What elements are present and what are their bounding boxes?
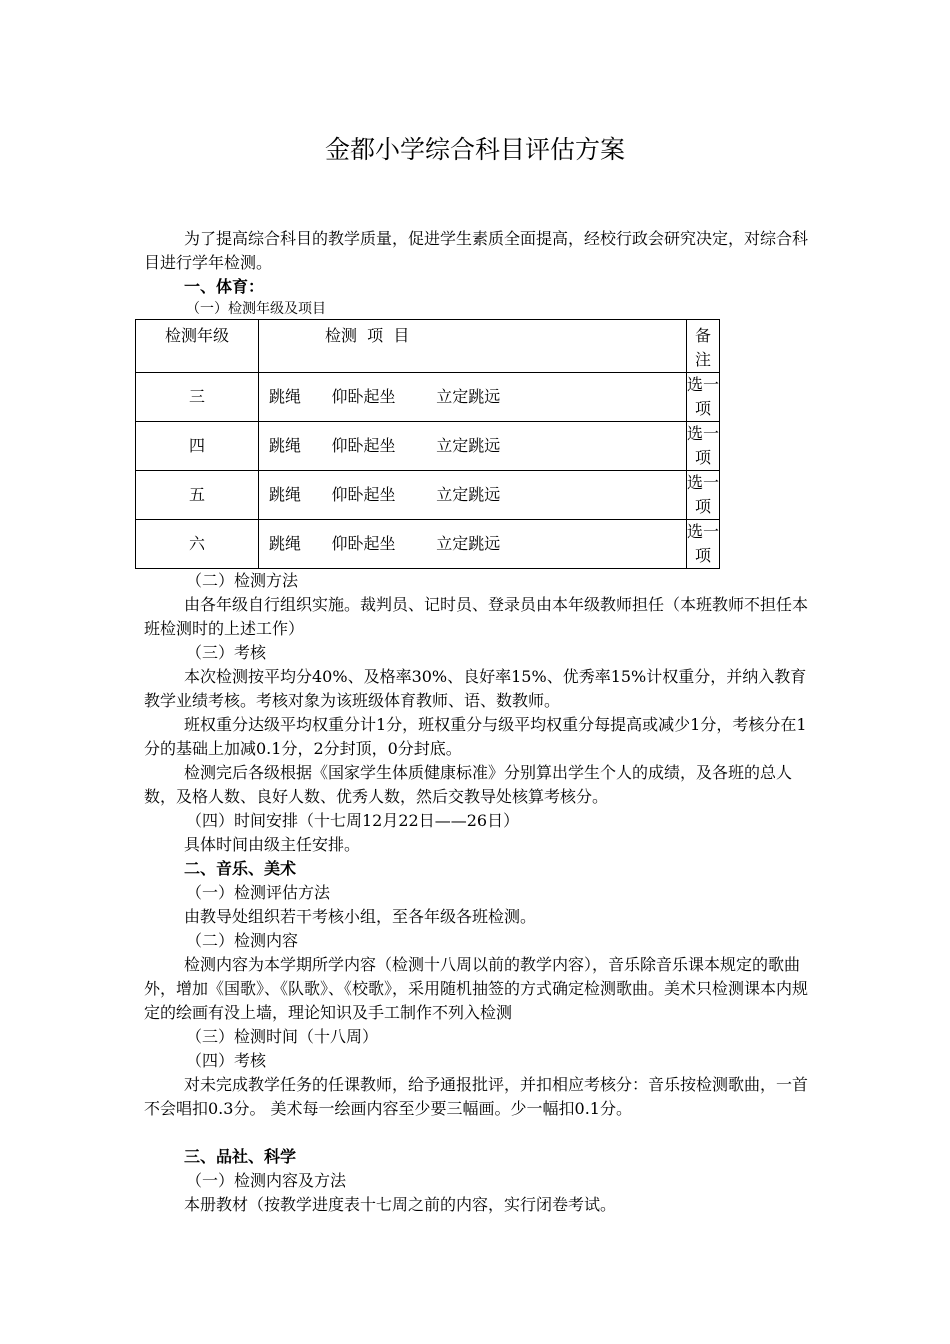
- table-cell-items: 跳绳 仰卧起坐 立定跳远: [259, 471, 687, 520]
- table-cell-note: 选一项: [687, 373, 720, 422]
- pe-subheading-3: （三）考核: [186, 643, 267, 662]
- table-row: [136, 373, 720, 422]
- table-header-items: 检测 项 目: [259, 320, 687, 373]
- pe-method-paragraph: 由各年级自行组织实施。裁判员、记时员、登录员由本年级教师担任（本班教师不担任本班检测时的上述工作）: [144, 595, 809, 638]
- table-header-row: [136, 320, 720, 373]
- music-subheading-1: （一）检测评估方法: [186, 883, 331, 902]
- table-header-note: 备 注: [687, 320, 720, 373]
- section-heading-science: 三、品社、科学: [184, 1147, 297, 1166]
- table-row: [136, 422, 720, 471]
- table-cell-grade: 三: [136, 373, 259, 422]
- table-cell-items: 跳绳 仰卧起坐 立定跳远: [259, 373, 687, 422]
- pe-assess-paragraph-2: 班权重分达级平均权重分计1分，班权重分与级平均权重分每提高或减少1分，考核分在1分的基础上加减0.1分，2分封顶，0分封底。: [144, 715, 807, 758]
- music-subheading-4: （四）考核: [186, 1051, 267, 1070]
- table-cell-grade: 四: [136, 422, 259, 471]
- music-subheading-2: （二）检测内容: [186, 931, 299, 950]
- table-cell-grade: 五: [136, 471, 259, 520]
- pe-assess-paragraph-3: 检测完后各级根据《国家学生体质健康标准》分别算出学生个人的成绩，及各班的总人数，及格人数、良好人数、优秀人数，然后交教导处核算考核分。: [144, 763, 793, 806]
- music-content-paragraph: 检测内容为本学期所学内容（检测十八周以前的教学内容），音乐除音乐课本规定的歌曲外，增加《国歌》、《队歌》、《校歌》，采用随机抽签的方式确定检测歌曲。美术只检测课本内规定的绘画有没上墙，理论知识及手工制作不列入检测: [144, 955, 809, 1022]
- table-row: [136, 520, 720, 569]
- section-heading-music: 二、音乐、美术: [184, 859, 297, 878]
- pe-subheading-2: （二）检测方法: [186, 571, 299, 590]
- table-cell-items: 跳绳 仰卧起坐 立定跳远: [259, 422, 687, 471]
- table-cell-note: 选一项: [687, 422, 720, 471]
- document-body: [144, 227, 809, 1217]
- pe-time-paragraph: 具体时间由级主任安排。: [184, 835, 361, 854]
- table-header-grade: 检测年级: [136, 320, 259, 373]
- table-cell-grade: 六: [136, 520, 259, 569]
- spacer: [144, 1121, 809, 1145]
- table-cell-note: 选一项: [687, 520, 720, 569]
- pe-assess-paragraph-1: 本次检测按平均分40%、及格率30%、良好率15%、优秀率15%计权重分，并纳入教育教学业绩考核。考核对象为该班级体育教师、语、数教师。: [144, 667, 807, 710]
- document-title: 金都小学综合科目评估方案: [324, 135, 625, 164]
- science-content-paragraph: 本册教材（按教学进度表十七周之前的内容，实行闭卷考试。: [184, 1195, 617, 1214]
- table-cell-note: 选一项: [687, 471, 720, 520]
- section-heading-pe: 一、体育：: [184, 277, 265, 296]
- music-assess-paragraph: 对未完成教学任务的任课教师，给予通报批评，并扣相应考核分：音乐按检测歌曲，一首不会唱扣0.3分。 美术每一绘画内容至少要三幅画。少一幅扣0.1分。: [144, 1075, 809, 1118]
- pe-subheading-4: （四）时间安排（十七周12月22日——26日）: [186, 811, 520, 830]
- pe-table: [135, 319, 720, 569]
- science-subheading-1: （一）检测内容及方法: [186, 1171, 347, 1190]
- table-cell-items: 跳绳 仰卧起坐 立定跳远: [259, 520, 687, 569]
- pe-subheading-1: （一）检测年级及项目: [186, 301, 326, 317]
- intro-paragraph: 为了提高综合科目的教学质量，促进学生素质全面提高，经校行政会研究决定，对综合科目进行学年检测。: [144, 229, 809, 272]
- table-row: [136, 471, 720, 520]
- music-method-paragraph: 由教导处组织若干考核小组，至各年级各班检测。: [184, 907, 537, 926]
- music-subheading-3: （三）检测时间（十八周）: [186, 1027, 379, 1046]
